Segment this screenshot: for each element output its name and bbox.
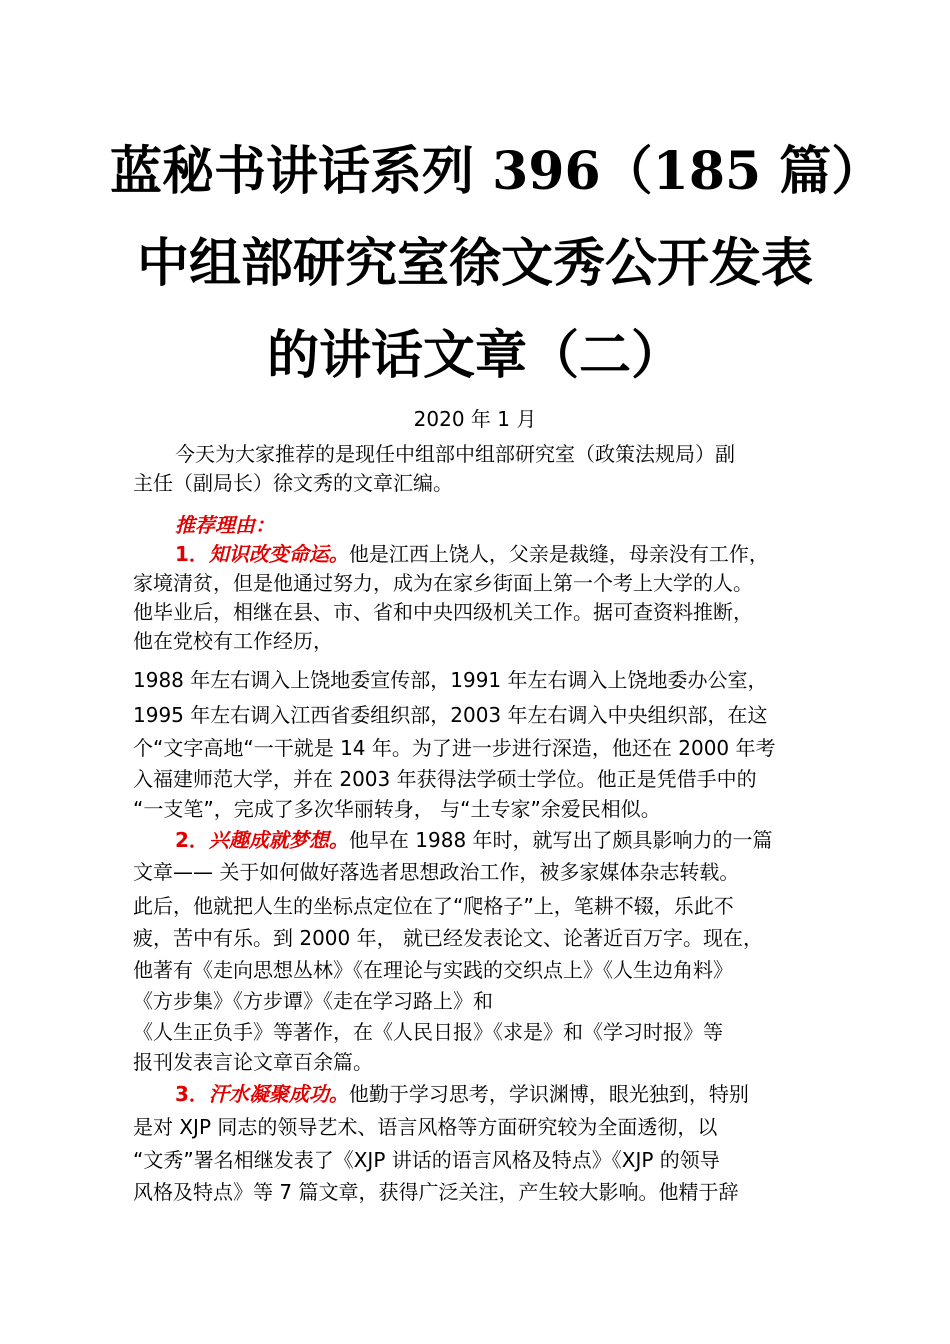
reason-line: 风格及特点》等 7 篇文章，获得广泛关注，产生较大影响。他精于辞 [133, 1180, 739, 1204]
reason-line: 《人生正负手》等著作，在《人民日报》《求是》和《学习时报》等 [133, 1020, 723, 1044]
intro-line: 今天为大家推荐的是现任中组部中组部研究室（政策法规局）副 [175, 442, 735, 466]
reason-3-first-line [175, 1080, 875, 1108]
reason-line: “文秀”署名相继发表了《XJP 讲话的语言风格及特点》《XJP 的领导 [133, 1148, 720, 1172]
document-title-line-1: 蓝秘书讲话系列 396（185 篇） [110, 141, 884, 202]
reason-heading: 汗水凝聚成功。 [208, 1082, 349, 1106]
reason-line: 报刊发表言论文章百余篇。 [133, 1050, 373, 1074]
reasons-heading: 推荐理由： [175, 513, 275, 537]
reason-line: 他著有《走向思想丛林》《在理论与实践的交织点上》《人生边角料》 [133, 958, 733, 982]
reason-line: “一支笔”，完成了多次华丽转身， 与“土专家”余爱民相似。 [133, 797, 661, 821]
reason-line: 文章—— 关于如何做好落选者思想政治工作，被多家媒体杂志转载。 [133, 860, 740, 884]
document-title-line-3: 的讲话文章（二） [266, 325, 683, 386]
intro-line: 主任（副局长）徐文秀的文章汇编。 [133, 471, 453, 495]
reason-number: 3． [175, 1082, 209, 1106]
reason-line: 是对 XJP 同志的领导艺术、语言风格等方面研究较为全面透彻，以 [133, 1115, 718, 1139]
reason-line: 此后，他就把人生的坐标点定位在了“爬格子”上，笔耕不辍，乐此不 [133, 894, 734, 918]
reason-number: 1． [175, 542, 209, 566]
reason-line: 他在党校有工作经历， [133, 629, 333, 653]
reason-line: 入福建师范大学，并在 2003 年获得法学硕士学位。他正是凭借手中的 [133, 767, 757, 791]
reason-text: 他是江西上饶人，父亲是裁缝，母亲没有工作， [348, 542, 769, 566]
reason-heading: 知识改变命运。 [208, 542, 349, 566]
reason-line: 1995 年左右调入江西省委组织部，2003 年左右调入中央组织部，在这 [133, 703, 768, 727]
reason-line: 疲，苦中有乐。到 2000 年， 就已经发表论文、论著近百万字。现在， [133, 926, 763, 950]
reason-2-first-line [175, 826, 875, 854]
reason-line: 家境清贫，但是他通过努力，成为在家乡街面上第一个考上大学的人。 [133, 571, 753, 595]
reason-text: 他勤于学习思考，学识渊博，眼光独到，特别 [348, 1082, 749, 1106]
reason-line: 个“文字高地“一干就是 14 年。为了进一步进行深造，他还在 2000 年考 [133, 736, 776, 760]
reason-line: 他毕业后，相继在县、市、省和中央四级机关工作。据可查资料推断， [133, 600, 753, 624]
document-title-line-2: 中组部研究室徐文秀公开发表 [136, 233, 813, 294]
reason-line: 1988 年左右调入上饶地委宣传部，1991 年左右调入上饶地委办公室， [133, 668, 768, 692]
reason-heading: 兴趣成就梦想。 [208, 828, 349, 852]
reason-line: 《方步集》《方步谭》《走在学习路上》和 [133, 989, 493, 1013]
reason-1-first-line [175, 540, 875, 568]
document-date: 2020 年 1 月 [413, 407, 537, 431]
reason-number: 2． [175, 828, 209, 852]
reason-text: 他早在 1988 年时，就写出了颇具影响力的一篇 [348, 828, 773, 852]
